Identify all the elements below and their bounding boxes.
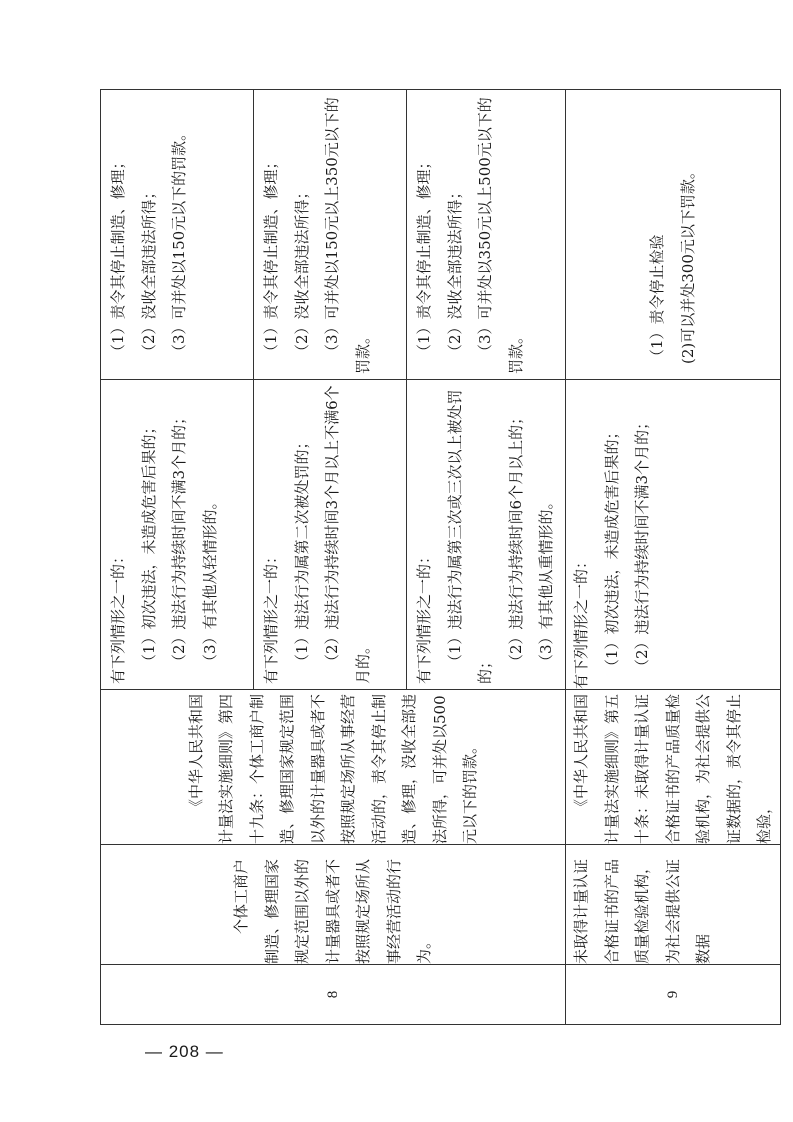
row-number: 8 [101, 965, 566, 1025]
circumstance-level-heavy: 有下列情形之一的： （1）违法行为属第三次或三次以上被处罚的； （2）违法行为持续时间6个月以上的； （3）有其他从重情形的。 [406, 380, 559, 689]
rotated-table-page [100, 90, 773, 1025]
circumstances-cell [101, 380, 566, 690]
page-number: — 208 — [145, 1042, 224, 1061]
violation-behavior: 个体工商户制造、修理国家规定范围以外的计量器具或者不按照规定场所从事经营活动的行为。 [101, 845, 566, 965]
table-row-9 [566, 90, 781, 1025]
circumstance-level-normal: 有下列情形之一的： （1）违法行为属第二次被处罚的； （2）违法行为持续时间3个月以上不满6个月的。 [253, 380, 406, 689]
row-number: 9 [566, 965, 781, 1025]
penalty-cell [101, 90, 566, 380]
violation-behavior: 未取得计量认证合格证书的产品质量检验机构，为社会提供公证数据 [566, 845, 781, 965]
penalty-discretion-table [100, 89, 781, 1025]
legal-basis: 《中华人民共和国计量法实施细则》第五十条：未取得计量认证合格证书的产品质量检验机构，为社会提供公证数据的，责令其停止检验， [566, 690, 781, 845]
penalty-level-heavy: （1）责令其停止制造、修理； （2）没收全部违法所得； （3）可并处以350元以上500元以下的罚款。 [406, 90, 559, 379]
penalty-level-light: （1）责令其停止制造、修理； （2）没收全部违法所得； （3）可并处以150元以下的罚款。 [109, 125, 188, 359]
table-row-8 [101, 90, 566, 1025]
penalty-level-normal: （1）责令其停止制造、修理； （2）没收全部违法所得； （3）可并处以150元以上350元以下的罚款。 [253, 90, 406, 379]
circumstances-cell: 有下列情形之一的： （1）初次违法，未造成危害后果的； （2）违法行为持续时间不满3个月的； [566, 380, 781, 690]
circumstance-level-light: 有下列情形之一的： （1）初次违法，未造成危害后果的； （2）违法行为持续时间不满3个月的； （3）有其他从轻情形的。 [109, 409, 219, 684]
penalty-cell: （1）责令停止检验 (2)可以并处300元以下罚款。 [566, 90, 781, 380]
legal-basis: 《中华人民共和国计量法实施细则》第四十九条：个体工商户制造、修理国家规定范围以外的计量器具或者不按照规定场所从事经营活动的，责令其停止制造、修理，没收全部违法所得，可并处以500元以下的罚款。 [101, 690, 566, 845]
